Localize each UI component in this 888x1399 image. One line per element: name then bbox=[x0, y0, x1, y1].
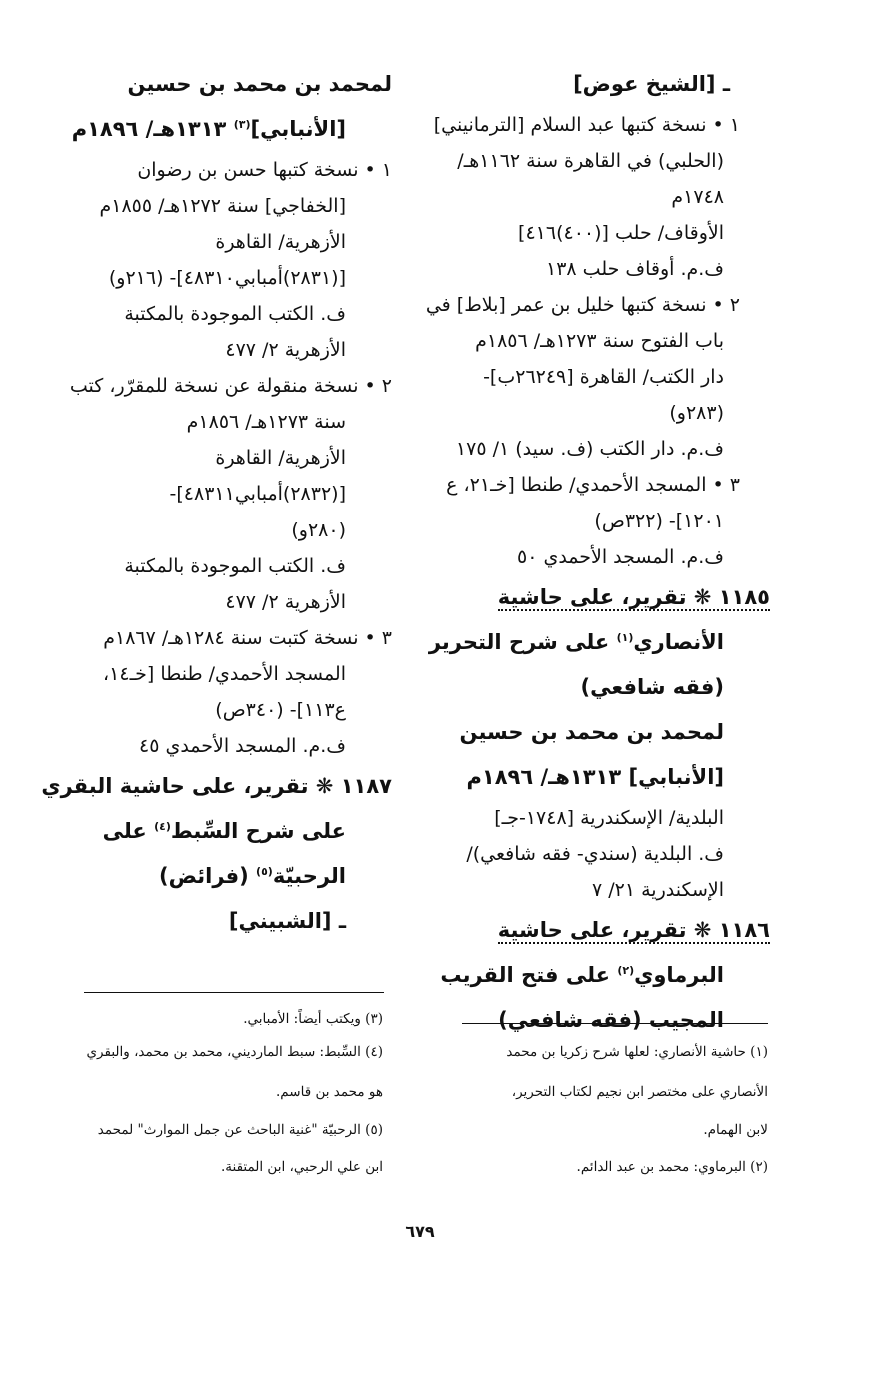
footnote-ref: (٤) bbox=[154, 820, 171, 833]
entry-line: الأزهرية/ القاهرة bbox=[215, 231, 346, 253]
entry-line: ٢ • نسخة منقولة عن نسخة للمقرّر، كتب bbox=[69, 375, 392, 397]
entry-line: ٣ • نسخة كتبت سنة ١٢٨٤هـ/ ١٨٦٧م bbox=[103, 627, 392, 649]
entry-heading-line: الأنصاري$^{(١)}$ على شرح التحرير bbox=[428, 630, 724, 654]
entry-heading-line: البرماوي$^{(٢)}$ على فتح القريب bbox=[440, 963, 724, 987]
entry-line: ف.م. المسجد الأحمدي ٤٥ bbox=[138, 735, 346, 757]
entry-line: ١ • نسخة كتبها حسن بن رضوان bbox=[137, 159, 392, 181]
entry-line: الأزهرية/ القاهرة bbox=[215, 447, 346, 469]
entry-line: ف. البلدية (سندي- فقه شافعي)/ bbox=[466, 843, 724, 865]
entry-line: ١٧٤٨م bbox=[671, 186, 724, 208]
footnote-rule-left bbox=[84, 992, 384, 993]
entry-line: البلدية/ الإسكندرية [١٧٤٨-جـ] bbox=[494, 807, 724, 829]
footnote-ref: (٢) bbox=[617, 964, 635, 977]
entry-heading-line: لمحمد بن محمد بن حسين bbox=[459, 720, 724, 744]
heading-text: ١١٨٦ ❋ تقرير، على حاشية bbox=[497, 918, 770, 942]
entry-line: الأزهرية ٢/ ٤٧٧ bbox=[225, 591, 346, 613]
entry-heading-line: [الأنبابي] ١٣١٣هـ/ ١٨٩٦م bbox=[466, 765, 724, 789]
author-line: ـ [الشيخ عوض] bbox=[573, 72, 730, 96]
right-column bbox=[425, 62, 770, 1043]
entry-line: ف. الكتب الموجودة بالمكتبة bbox=[124, 555, 346, 577]
entry-heading-line: (فقه شافعي) bbox=[580, 675, 724, 699]
entry-line: الأوقاف/ حلب [(٤٠٠)٤١٦] bbox=[518, 222, 724, 244]
footnote: (٢) البرماوي: محمد بن عبد الدائم. bbox=[576, 1159, 768, 1175]
footnote: ابن علي الرحبي، ابن المتقنة. bbox=[220, 1159, 383, 1175]
entry-line: ٣ • المسجد الأحمدي/ طنطا [خـ٢١، ع bbox=[446, 474, 740, 496]
footnote: (٥) الرحبيّة "غنية الباحث عن جمل الموارث" لمحمد bbox=[97, 1122, 383, 1138]
entry-line: الإسكندرية ٢١/ ٧ bbox=[591, 879, 724, 901]
entry-line: ف.م. دار الكتب (ف. سيد) ١/ ١٧٥ bbox=[455, 438, 724, 460]
entry-line: سنة ١٢٧٣هـ/ ١٨٥٦م bbox=[186, 411, 346, 433]
entry-line: [(٢٨٣٢)أمبابي٤٨٣١١]- bbox=[169, 483, 346, 505]
entry-heading-1185 bbox=[432, 575, 770, 620]
entry-line: ف. الكتب الموجودة بالمكتبة bbox=[124, 303, 346, 325]
entry-line: ف.م. أوقاف حلب ١٣٨ bbox=[546, 258, 724, 280]
entry-heading-line: ـ [الشبيني] bbox=[228, 909, 346, 933]
footnote: (٣) ويكتب أيضاً: الأمبابي. bbox=[243, 1011, 383, 1027]
entry-line: المسجد الأحمدي/ طنطا [خـ١٤، bbox=[103, 663, 346, 685]
footnote-ref: (٣) bbox=[233, 118, 251, 131]
footnote: (٤) السِّبط: سبط المارديني، محمد بن محمد، والبقري bbox=[86, 1044, 383, 1060]
left-column bbox=[41, 62, 392, 944]
entry-heading-line: المجيب (فقه شافعي) bbox=[498, 1008, 724, 1032]
entry-line: (٢٨٣و) bbox=[669, 402, 724, 424]
heading-text: ١١٨٥ ❋ تقرير، على حاشية bbox=[497, 585, 770, 609]
entry-heading-line: على شرح السِّبط$^{(٤)}$ على bbox=[102, 819, 346, 843]
entry-line: [الخفاجي] سنة ١٢٧٢هـ/ ١٨٥٥م bbox=[99, 195, 346, 217]
author-line: [الأنبابي]$^{(٣)}$ ١٣١٣هـ/ ١٨٩٦م bbox=[71, 117, 346, 141]
footnote-ref: (٥) bbox=[256, 865, 273, 878]
entry-line: ٢ • نسخة كتبها خليل بن عمر [بلاط] في bbox=[425, 294, 740, 316]
entry-line: [(٢٨٣١)أمبابي٤٨٣١٠]- (٢١٦و) bbox=[108, 267, 346, 289]
footnote-ref: (١) bbox=[616, 631, 634, 644]
entry-line: ع١١٣]- (٣٤٠ص) bbox=[215, 699, 346, 721]
entry-line: ١٢٠١]- (٣٢٢ص) bbox=[594, 510, 724, 532]
entry-line: (الحلبي) في القاهرة سنة ١١٦٢هـ/ bbox=[457, 150, 724, 172]
footnote: (١) حاشية الأنصاري: لعلها شرح زكريا بن محمد bbox=[506, 1044, 768, 1060]
footnote: هو محمد بن قاسم. bbox=[276, 1084, 383, 1100]
entry-heading-line: الرحبيّة$^{(٥)}$ (فرائض) bbox=[158, 864, 346, 888]
entry-line: دار الكتب/ القاهرة [٢٦٢٤٩ب]- bbox=[483, 366, 724, 388]
entry-heading-1187: ١١٨٧ ❋ تقرير، على حاشية البقري bbox=[41, 774, 392, 798]
entry-line: الأزهرية ٢/ ٤٧٧ bbox=[225, 339, 346, 361]
entry-line: باب الفتوح سنة ١٢٧٣هـ/ ١٨٥٦م bbox=[475, 330, 724, 352]
footnote: لابن الهمام. bbox=[703, 1122, 768, 1138]
entry-line: (٢٨٠و) bbox=[291, 519, 346, 541]
page-number: ٦٧٩ bbox=[405, 1222, 435, 1241]
entry-line: ف.م. المسجد الأحمدي ٥٠ bbox=[516, 546, 724, 568]
footnote: الأنصاري على مختصر ابن نجيم لكتاب التحرير، bbox=[511, 1084, 768, 1100]
author-line: لمحمد بن محمد بن حسين bbox=[127, 72, 392, 96]
footnote-rule-right bbox=[462, 1023, 768, 1024]
entry-line: ١ • نسخة كتبها عبد السلام [الترمانيني] bbox=[433, 114, 740, 136]
entry-heading-1186 bbox=[432, 908, 770, 953]
